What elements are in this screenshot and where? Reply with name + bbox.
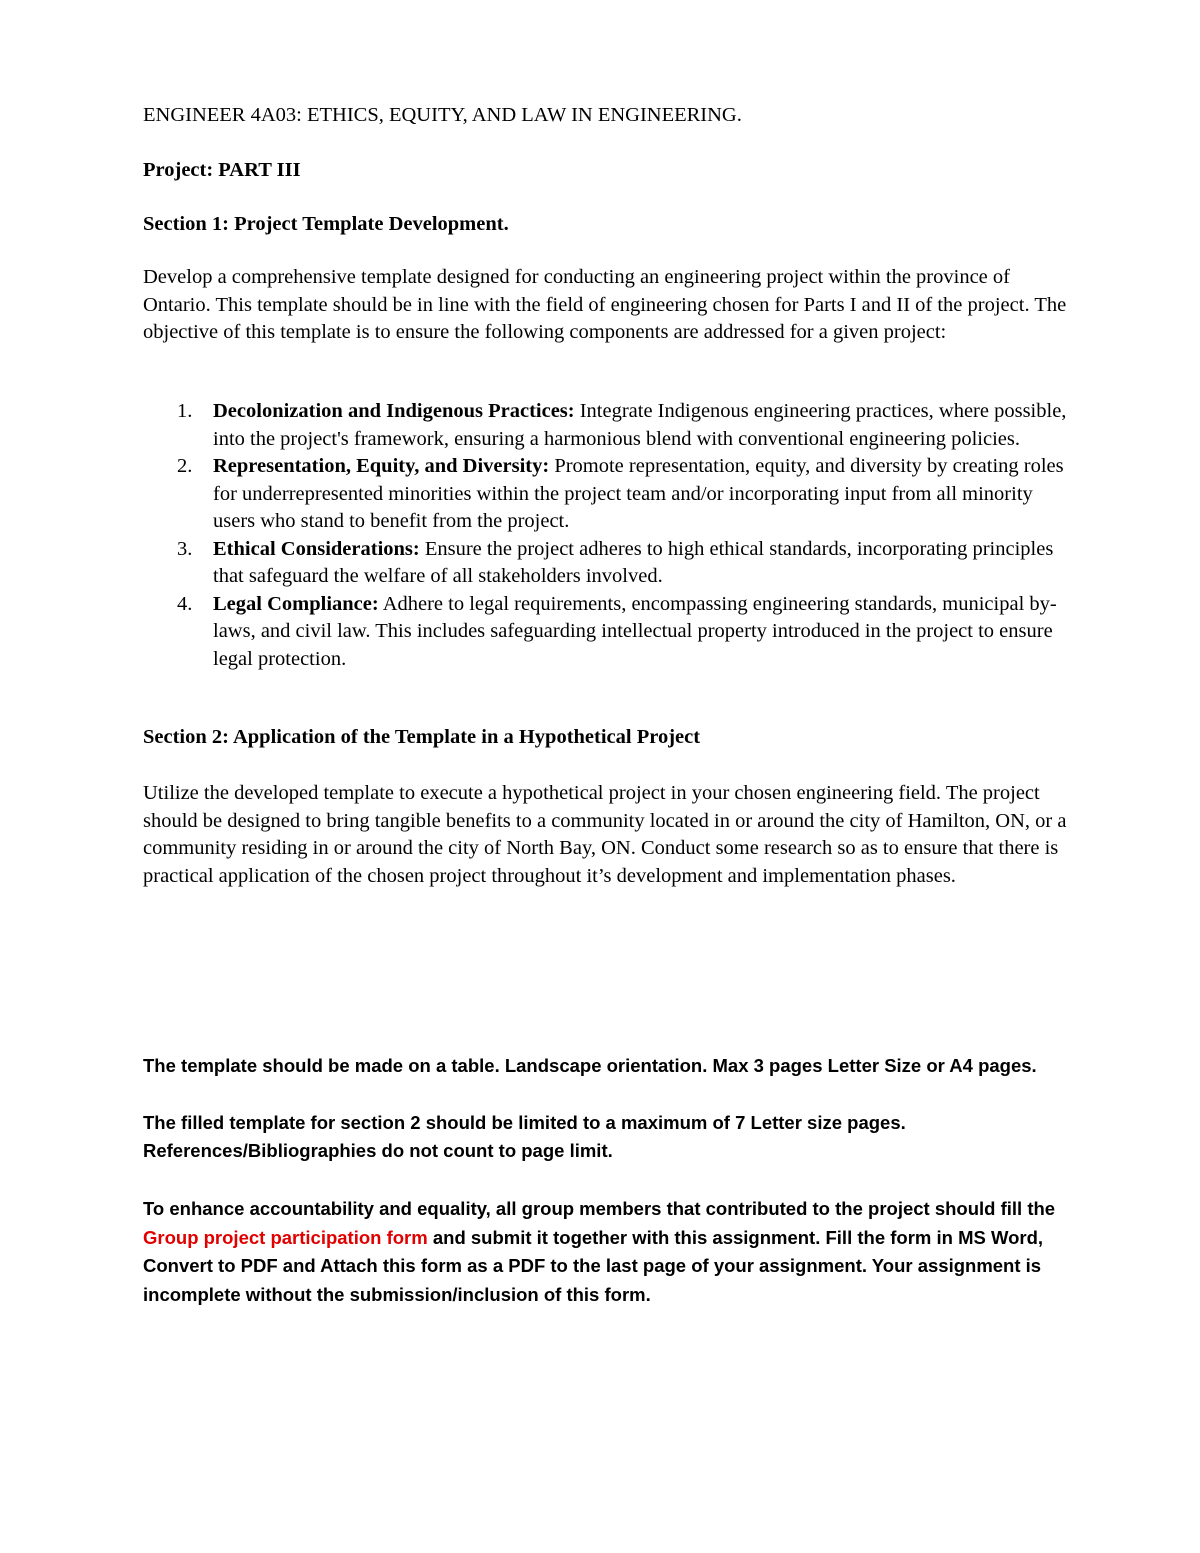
participation-form-link[interactable]: Group project participation form [143,1226,428,1248]
participation-text-after: and submit it together with this assignment. Fill the form in MS Word, Convert to PDF and Attach this form as a PDF to the last page of your assignment. Your assignment is incomplete without the submission/inclusion of this form. [143,1226,1044,1305]
section1-heading: Section 1: Project Template Development. [143,213,509,235]
requirements-list [143,398,1073,673]
participation-note [143,1195,1073,1309]
list-item [143,398,1073,453]
list-item-number: 3. [177,537,193,560]
section1-intro: Develop a comprehensive template designed for conducting an engineering project within the province of Ontario. This template should be in line with the field of engineering chosen for Parts I and II of the project. The objective of this template is to ensure the following components are addressed for a given project: [143,266,1067,343]
list-item-label: Decolonization and Indigenous Practices: [213,400,575,422]
participation-text-before: To enhance accountability and equality, all group members that contributed to the project should fill the [143,1198,1056,1219]
list-item-number: 1. [177,400,193,422]
list-item-text: Promote representation, equity, and diversity by creating roles for underrepresented minorities within the project team and/or incorporating input from all minority users who stand to benefit from the project. [213,455,1064,532]
document-title: ENGINEER 4A03: ETHICS, EQUITY, AND LAW IN ENGINEERING. [143,104,742,126]
list-item-number: 2. [177,455,193,477]
list-item-text: Adhere to legal requirements, encompassing engineering standards, municipal by-laws, and civil law. This includes safeguarding intellectual property introduced in the project to ensure legal protection. [213,592,1057,670]
project-heading: Project: PART III [143,159,301,181]
list-item [143,536,1073,591]
list-item-label: Representation, Equity, and Diversity: [213,455,550,477]
page-limit-note: The filled template for section 2 should be limited to a maximum of 7 Letter size pages. [143,1112,906,1133]
list-item [143,591,1073,674]
template-format-note: The template should be made on a table. Landscape orientation. Max 3 pages Letter Size or A4 pages. [143,1055,1037,1076]
references-note: References/Bibliographies do not count to page limit. [143,1140,613,1161]
section2-body: Utilize the developed template to execute a hypothetical project in your chosen engineering field. The project should be designed to bring tangible benefits to a community located in or around the city of Hamilton, ON, or a community residing in or around the city of North Bay, ON. Conduct some research so as to ensure that there is practical application of the chosen project throughout it’s development and implementation phases. [143,782,1067,887]
list-item-label: Ethical Considerations: [213,537,420,560]
list-item-text: Ensure the project adheres to high ethical standards, incorporating principles that safeguard the welfare of all stakeholders involved. [213,537,1054,587]
list-item [143,453,1073,536]
list-item-label: Legal Compliance: [213,592,379,615]
list-item-text: Integrate Indigenous engineering practices, where possible, into the project's framework, ensuring a harmonious blend with conventional engineering policies. [213,400,1067,450]
list-item-number: 4. [177,592,193,615]
section2-heading: Section 2: Application of the Template in a Hypothetical Project [143,726,701,748]
